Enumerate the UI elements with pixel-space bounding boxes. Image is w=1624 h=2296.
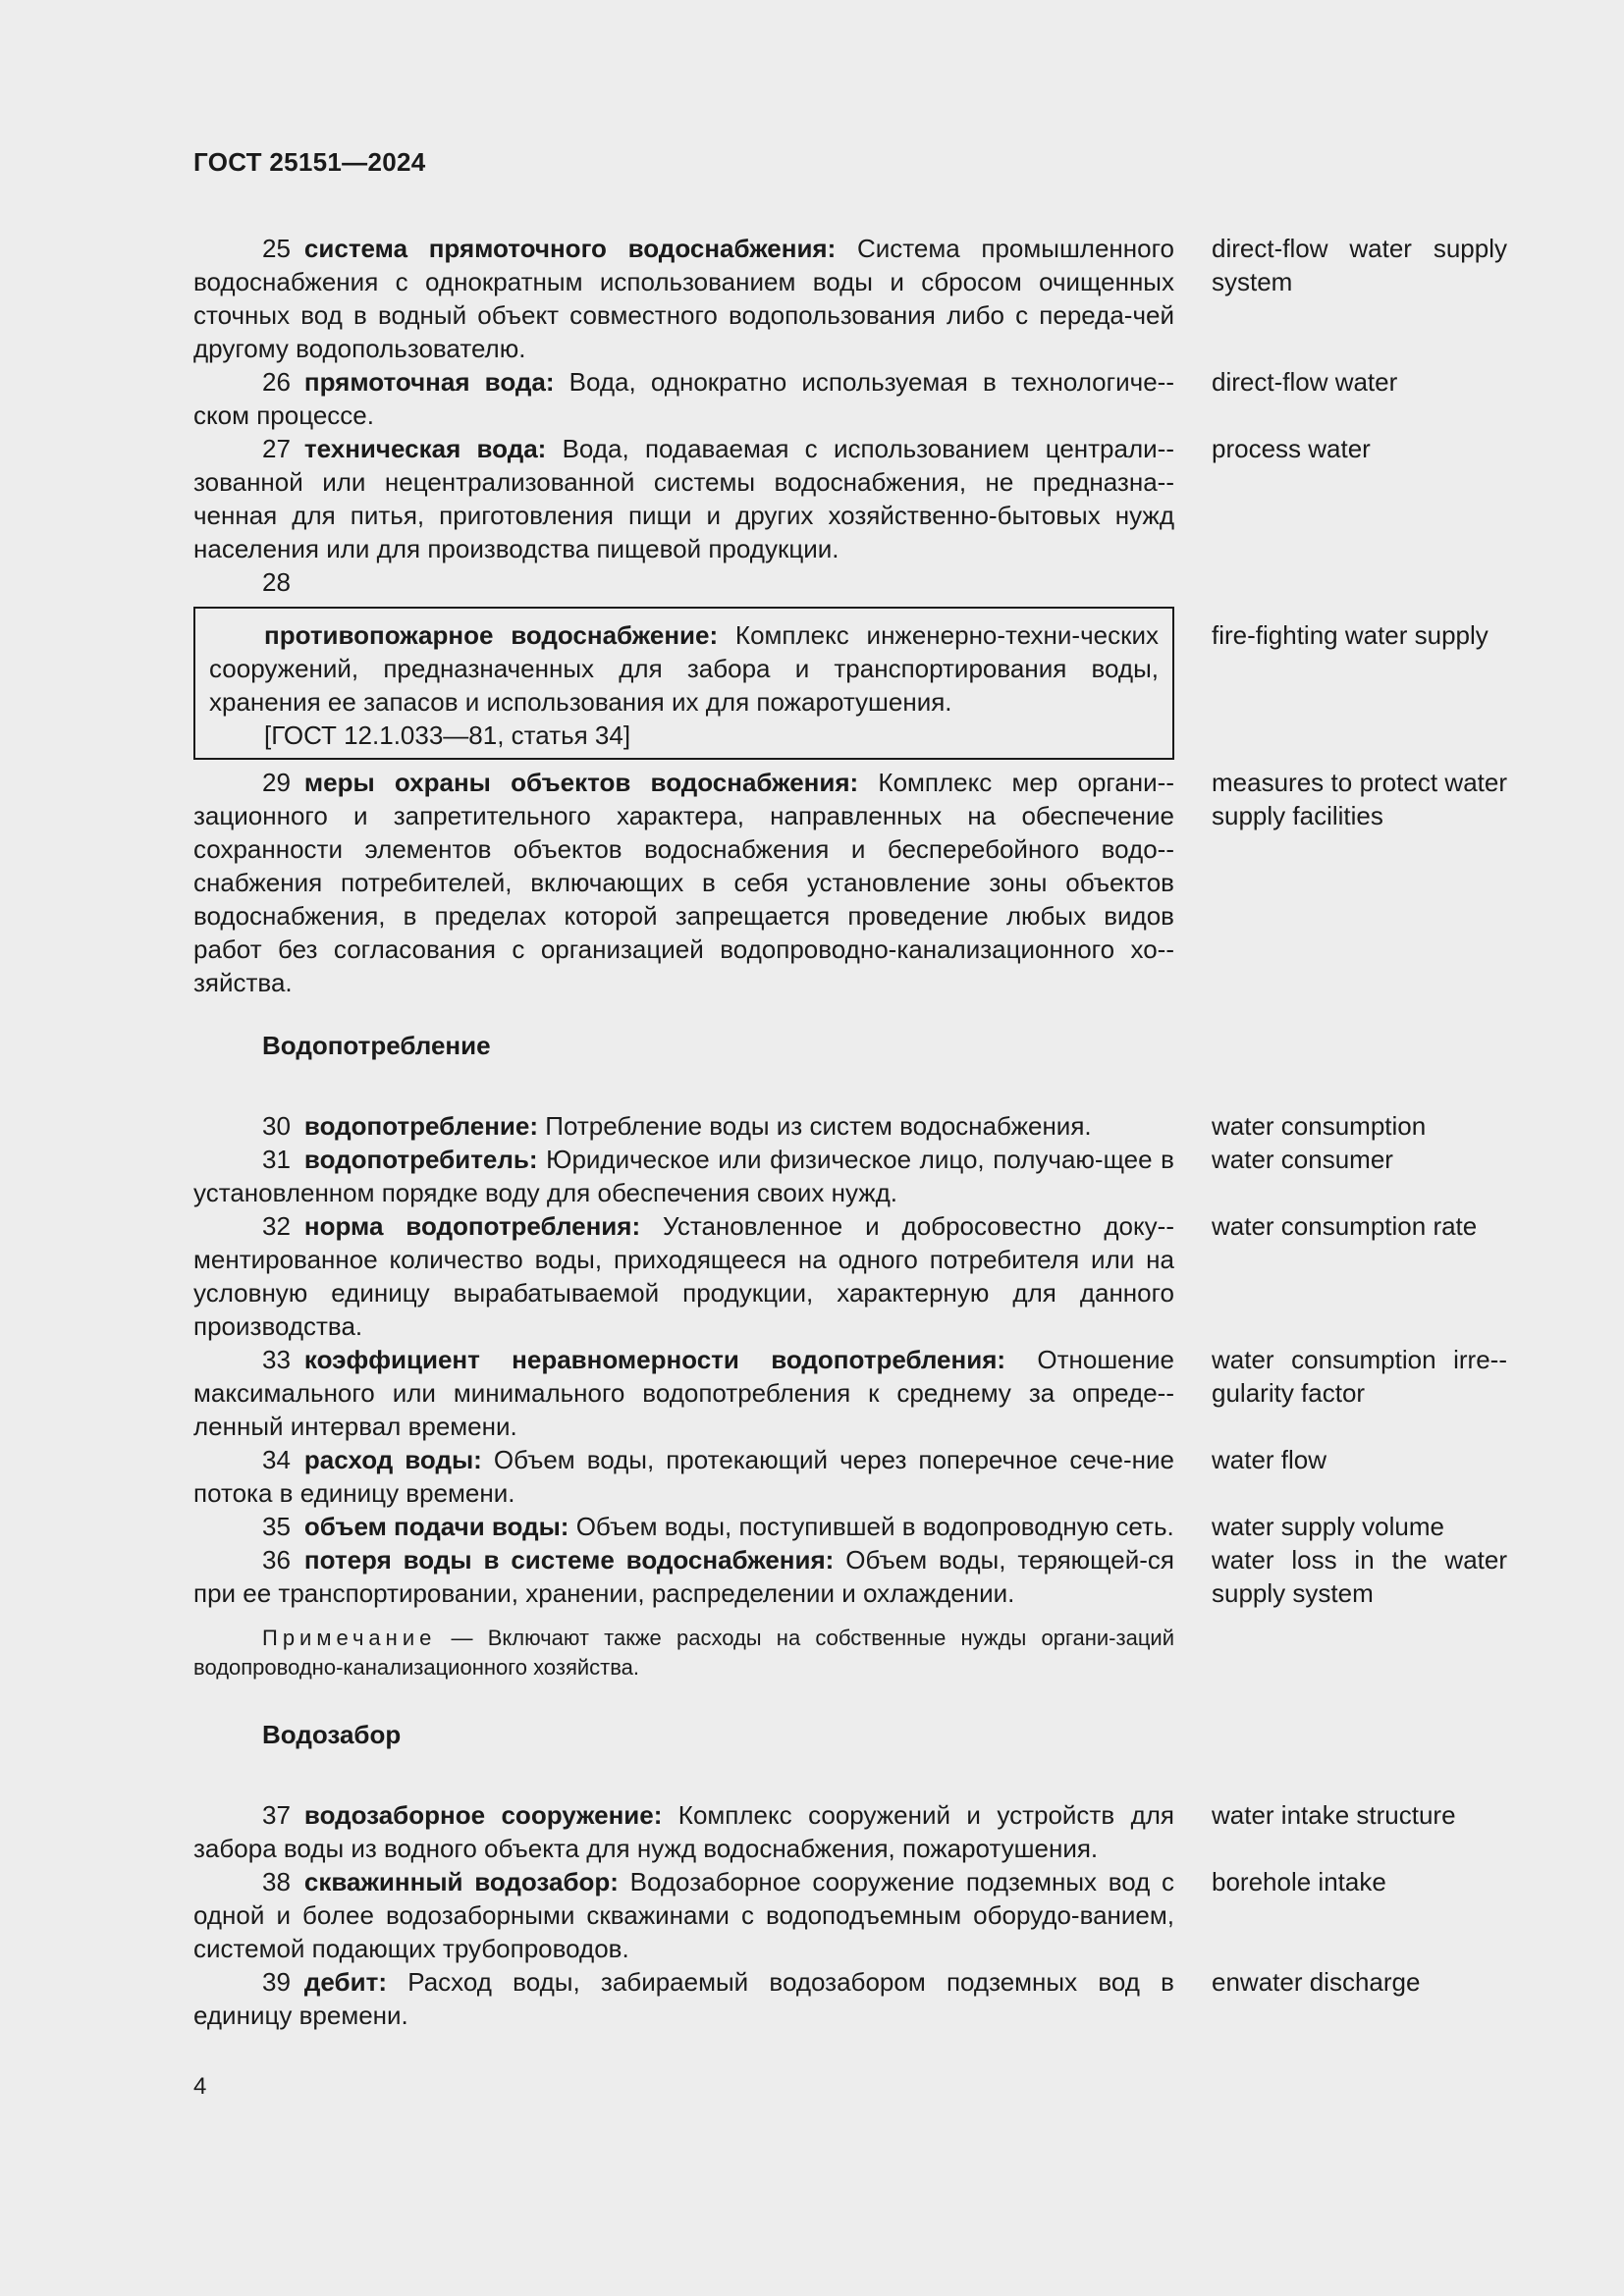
term-number: 25	[262, 234, 291, 263]
term-entry	[193, 1143, 1507, 1209]
section-heading: Водопотребление	[262, 1031, 491, 1060]
term-english: process water	[1212, 434, 1371, 463]
term-number: 34	[262, 1445, 291, 1474]
term-english: water consumer	[1212, 1145, 1393, 1174]
term-english: water consumption rate	[1212, 1211, 1478, 1241]
term-number: 39	[262, 1967, 291, 1997]
term-definition	[193, 1965, 1174, 2032]
term-name: норма водопотребления:	[303, 1211, 641, 1241]
boxed-term-number: 28	[262, 567, 291, 597]
term-name: водопотребитель:	[303, 1145, 538, 1174]
term-definition	[193, 1109, 1174, 1143]
terms-group-1	[193, 232, 1507, 565]
page-number: 4	[193, 2073, 207, 2100]
term-name: потеря воды в системе водоснабжения:	[303, 1545, 835, 1575]
document-header: ГОСТ 25151—2024	[193, 147, 426, 177]
term-definition	[193, 766, 1174, 999]
term-name: техническая вода:	[303, 434, 547, 463]
term-entry	[193, 365, 1507, 432]
term-number: 31	[262, 1145, 291, 1174]
term-definition	[193, 1443, 1174, 1510]
term-english: measures to protect water supply facilities	[1212, 768, 1507, 830]
terms-group-2	[193, 1109, 1507, 1610]
term-number: 37	[262, 1800, 291, 1830]
term-definition	[193, 432, 1174, 565]
term-definition	[193, 1143, 1174, 1209]
term-entry	[193, 1543, 1507, 1610]
term-entry	[193, 1209, 1507, 1343]
term-english: direct-flow water	[1212, 367, 1398, 397]
term-definition	[193, 1543, 1174, 1610]
term-entry	[193, 432, 1507, 565]
term-number: 26	[262, 367, 291, 397]
document-body	[193, 232, 1507, 2032]
term-number: 30	[262, 1111, 291, 1141]
term-number: 27	[262, 434, 291, 463]
note	[193, 1624, 1174, 1682]
term-text: Потребление воды из систем водоснабжения.	[545, 1111, 1092, 1141]
term-text: Отношение максимального или минимального водопотребления к среднему за опреде-ленный интервал времени.	[193, 1345, 1174, 1441]
term-name: водозаборное сооружение:	[303, 1800, 663, 1830]
boxed-term-frame	[193, 607, 1174, 760]
term-english: borehole intake	[1212, 1867, 1386, 1896]
term-text: Система промышленного водоснабжения с однократным использованием воды и сбросом очищенных сточных вод в водный объект совместного водопользования либо с переда-чей другому водопользователю.	[193, 234, 1174, 363]
term-number: 29	[262, 768, 291, 797]
term-name: меры охраны объектов водоснабжения:	[303, 768, 859, 797]
term-english: fire-fighting water supply	[1212, 620, 1489, 650]
term-english: water loss in the water supply system	[1212, 1545, 1507, 1608]
term-english: water flow	[1212, 1445, 1327, 1474]
term-entry	[193, 232, 1507, 365]
term-entry	[193, 1798, 1507, 1865]
term-entry	[193, 1109, 1507, 1143]
note-text: — Включают также расходы на собственные нужды органи-заций водопроводно-канализационного хозяйства.	[193, 1626, 1174, 1680]
term-name: водопотребление:	[303, 1111, 539, 1141]
term-text: Установленное и добросовестно доку-ментированное количество воды, приходящееся на одного потребителя или на условную единицу вырабатываемой продукции, характерную для данного производства.	[193, 1211, 1174, 1341]
term-name: скважинный водозабор:	[303, 1867, 619, 1896]
term-entry	[193, 1443, 1507, 1510]
term-number: 35	[262, 1512, 291, 1541]
term-definition	[193, 232, 1174, 365]
term-text: Водозаборное сооружение подземных вод с одной и более водозаборными скважинами с водоподъемным оборудо-ванием, системой подающих трубопроводов.	[193, 1867, 1174, 1963]
term-name: прямоточная вода:	[303, 367, 555, 397]
term-name: противопожарное водоснабжение:	[264, 620, 719, 650]
boxed-term-entry	[193, 607, 1507, 760]
term-english: water consumption	[1212, 1111, 1427, 1141]
term-english: enwater discharge	[1212, 1967, 1421, 1997]
term-number: 32	[262, 1211, 291, 1241]
term-reference: [ГОСТ 12.1.033—81, статья 34]	[264, 721, 631, 750]
term-number: 36	[262, 1545, 291, 1575]
term-text: Вода, подаваемая с использованием централи-зованной или нецентрализованной системы водоснабжения, не предназна-ченная для питья, приготовления пищи и других хозяйственно-бытовых нужд населения или для производства пищевой продукции.	[193, 434, 1174, 563]
term-text: Комплекс мер органи-зационного и запретительного характера, направленных на обеспечение сохранности элементов объектов водоснабжения и бесперебойного водо-снабжения потребителей, включающих в себя установление зоны объектов водоснабжения, в пределах которой запрещается проведение любых видов работ без согласования с организацией водопроводно-канализационного хо-зяйства.	[193, 768, 1174, 997]
term-text: Вода, однократно используемая в технологиче-ском процессе.	[193, 367, 1174, 430]
term-number: 33	[262, 1345, 291, 1374]
term-text: Объем воды, теряющей-ся при ее транспортировании, хранении, распределении и охлаждении.	[193, 1545, 1175, 1608]
term-number: 38	[262, 1867, 291, 1896]
term-text: Комплекс инженерно-техни-ческих сооружений, предназначенных для забора и транспортирования воды, хранения ее запасов и использования их для пожаротушения.	[209, 620, 1159, 717]
term-english: water supply volume	[1212, 1512, 1444, 1541]
term-definition	[193, 365, 1174, 432]
term-entry	[193, 1343, 1507, 1443]
terms-group-3	[193, 1798, 1507, 2032]
term-text: Объем воды, протекающий через поперечное сече-ние потока в единицу времени.	[193, 1445, 1174, 1508]
term-definition	[193, 1209, 1174, 1343]
term-english: direct-flow water supply system	[1212, 234, 1507, 296]
term-name: коэффициент неравномерности водопотребления:	[303, 1345, 1006, 1374]
term-entry	[193, 1510, 1507, 1543]
term-definition	[193, 1865, 1174, 1965]
term-definition	[193, 1343, 1174, 1443]
term-name: система прямоточного водоснабжения:	[303, 234, 837, 263]
note-label: Примечание	[262, 1626, 437, 1650]
term-name: расход воды:	[303, 1445, 482, 1474]
term-entry	[193, 766, 1507, 999]
term-text: Объем воды, поступившей в водопроводную сеть.	[575, 1512, 1174, 1541]
term-name: объем подачи воды:	[303, 1512, 569, 1541]
term-definition	[193, 1510, 1174, 1543]
term-entry	[193, 1965, 1507, 2032]
term-english: water intake structure	[1212, 1800, 1456, 1830]
term-definition	[209, 618, 1159, 719]
term-name: дебит:	[303, 1967, 387, 1997]
term-text: Юридическое или физическое лицо, получаю-щее в установленном порядке воду для обеспечения своих нужд.	[193, 1145, 1174, 1207]
term-text: Расход воды, забираемый водозабором подземных вод в единицу времени.	[193, 1967, 1174, 2030]
term-english: water consumption irre-gularity factor	[1212, 1345, 1507, 1408]
term-text: Комплекс сооружений и устройств для забора воды из водного объекта для нужд водоснабжения, пожаротушения.	[193, 1800, 1174, 1863]
term-entry	[193, 1865, 1507, 1965]
section-heading: Водозабор	[262, 1720, 402, 1749]
term-definition	[193, 1798, 1174, 1865]
